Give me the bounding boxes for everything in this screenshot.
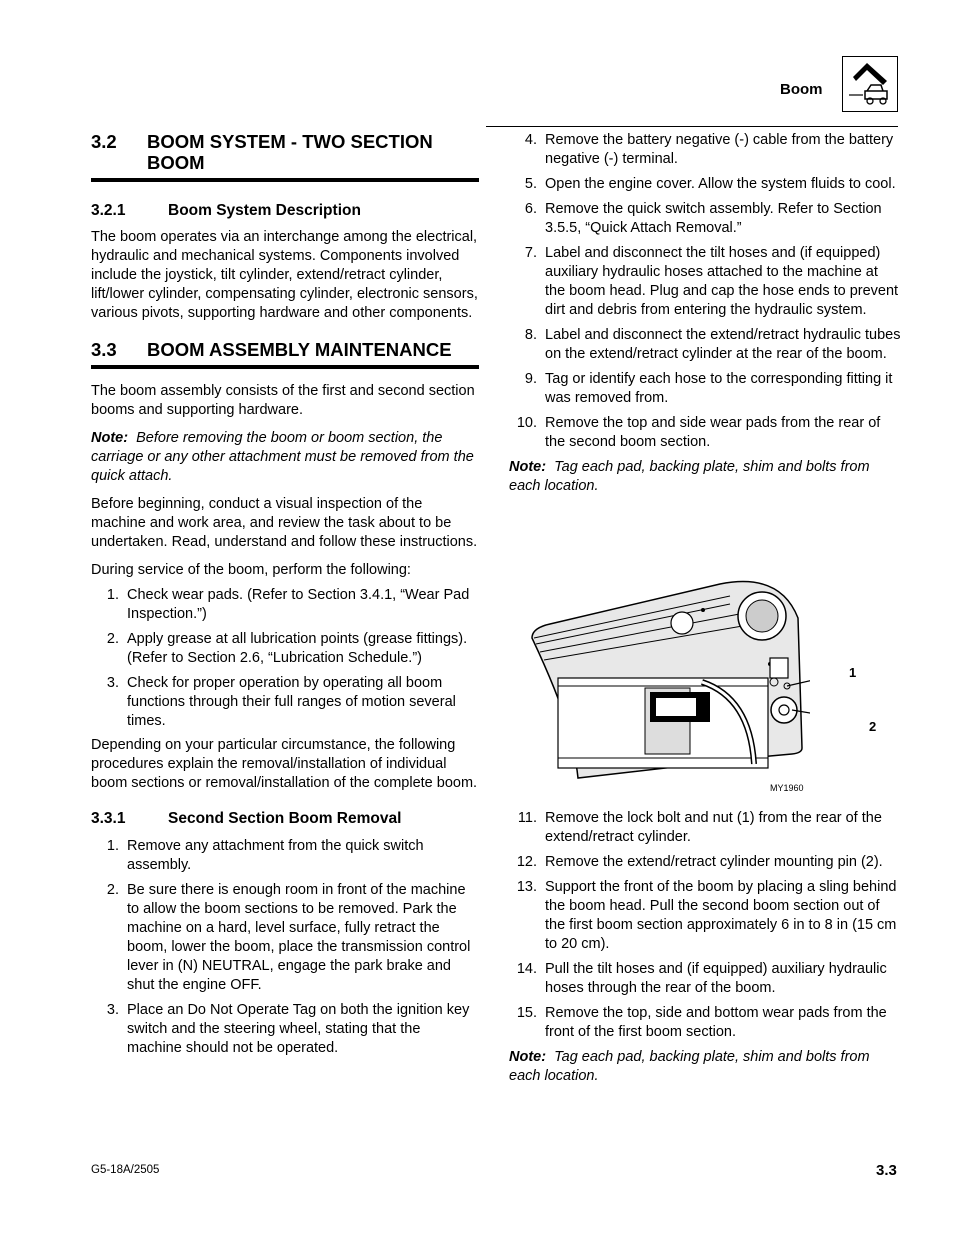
boom-description-paragraph: The boom operates via an interchange among the electrical, hydraulic and mechanical systems. Components involved include the joystick, tilt cylinder, extend/retract cylinder, lift/lower cylinder, compensating cylinder, electronic sensors, various pivots, supporting hardware and other components. bbox=[91, 229, 478, 321]
list-item-number: 15. bbox=[516, 1005, 537, 1021]
list-item-number: 7. bbox=[524, 245, 537, 261]
list-item-number: 10. bbox=[516, 415, 537, 431]
figure-callout-2: 2 bbox=[869, 719, 877, 734]
list-item-text: Remove the quick switch assembly. Refer to Section 3.5.5, “Quick Attach Removal.” bbox=[545, 201, 882, 236]
list-item bbox=[509, 878, 901, 954]
list-item-number: 13. bbox=[516, 879, 537, 895]
right-column-lower bbox=[509, 809, 901, 1086]
note-label: Note: bbox=[509, 1049, 547, 1065]
left-column bbox=[91, 131, 479, 1064]
section-title: Second Section Boom Removal bbox=[168, 810, 402, 827]
telehandler-boom-icon bbox=[842, 56, 898, 112]
list-item-text: Apply grease at all lubrication points (grease fittings). (Refer to Section 2.6, “Lubrication Schedule.”) bbox=[127, 631, 468, 666]
note-text: Tag each pad, backing plate, shim and bolts from each location. bbox=[509, 459, 870, 494]
list-item-number: 8. bbox=[524, 327, 537, 343]
section-3-3-1-heading bbox=[91, 809, 479, 828]
right-column bbox=[509, 131, 901, 496]
section-number: 3.2.1 bbox=[91, 202, 126, 219]
running-header-section: Boom bbox=[780, 81, 823, 98]
note-text: Tag each pad, backing plate, shim and bolts from each location. bbox=[509, 1049, 870, 1084]
figure-callout-1: 1 bbox=[849, 665, 857, 680]
list-item-number: 14. bbox=[516, 961, 537, 977]
list-item-number: 5. bbox=[524, 176, 537, 192]
document-code: G5-18A/2505 bbox=[91, 1164, 160, 1176]
list-item-text: Label and disconnect the extend/retract hydraulic tubes on the extend/retract cylinder at the rear of the boom. bbox=[545, 327, 901, 362]
procedures-paragraph: Depending on your particular circumstance, the following procedures explain the removal/installation of individual boom sections or removal/installation of the complete boom. bbox=[91, 737, 478, 791]
list-item-text: Check wear pads. (Refer to Section 3.4.1, “Wear Pad Inspection.”) bbox=[127, 587, 470, 622]
list-item-number: 2. bbox=[106, 882, 119, 898]
list-item-number: 12. bbox=[516, 854, 537, 870]
list-item bbox=[509, 326, 901, 364]
list-item bbox=[91, 630, 479, 668]
list-item bbox=[509, 853, 901, 872]
list-item-number: 1. bbox=[106, 838, 119, 854]
list-item bbox=[509, 960, 901, 998]
list-item-text: Remove the battery negative (-) cable from the battery negative (-) terminal. bbox=[545, 132, 894, 167]
page-number: 3.3 bbox=[876, 1162, 897, 1179]
section-3-2-heading bbox=[91, 131, 479, 173]
note-label: Note: bbox=[509, 459, 547, 475]
list-item bbox=[91, 1001, 479, 1058]
boom-rear-figure bbox=[530, 578, 810, 796]
heading-rule bbox=[91, 365, 479, 369]
note-text: Before removing the boom or boom section, the carriage or any other attachment must be removed from the quick attach. bbox=[91, 430, 474, 484]
list-item-text: Check for proper operation by operating all boom functions through their full ranges of motion several times. bbox=[127, 675, 456, 729]
header-rule bbox=[486, 126, 898, 127]
list-item bbox=[509, 809, 901, 847]
list-item-text: Remove any attachment from the quick switch assembly. bbox=[127, 838, 424, 873]
section-3-2-1-heading bbox=[91, 201, 479, 220]
section-title: BOOM ASSEMBLY MAINTENANCE bbox=[147, 339, 452, 360]
section-number: 3.3 bbox=[91, 339, 117, 360]
list-item bbox=[91, 674, 479, 731]
list-item-number: 4. bbox=[524, 132, 537, 148]
assembly-paragraph: The boom assembly consists of the first and second section booms and supporting hardware. bbox=[91, 383, 475, 418]
list-item-text: Be sure there is enough room in front of the machine to allow the boom sections to be removed. Park the machine on a hard, level surface, fully retract the boom, lower the boom, place the transmission control lever in (N) NEUTRAL, engage the park brake and shut the engine OFF. bbox=[127, 882, 471, 993]
section-title: Boom System Description bbox=[168, 202, 361, 219]
list-item-text: Label and disconnect the tilt hoses and (if equipped) auxiliary hydraulic hoses attached to the machine at the boom head. Plug and cap the hose ends to prevent dirt and debris from entering the hydraulic system. bbox=[545, 245, 899, 318]
note bbox=[91, 429, 479, 486]
list-item bbox=[509, 1004, 901, 1042]
heading-rule bbox=[91, 178, 479, 182]
section-3-3-heading bbox=[91, 339, 479, 360]
section-title: BOOM SYSTEM - TWO SECTION BOOM bbox=[147, 131, 433, 173]
list-item bbox=[509, 131, 901, 169]
list-item bbox=[509, 414, 901, 452]
list-item-text: Remove the top, side and bottom wear pads from the front of the first boom section. bbox=[545, 1005, 887, 1040]
removal-steps-list bbox=[91, 837, 479, 1058]
list-item-number: 1. bbox=[106, 587, 119, 603]
removal-steps-list bbox=[509, 131, 901, 452]
list-item-number: 9. bbox=[524, 371, 537, 387]
list-item-text: Remove the lock bolt and nut (1) from the rear of the extend/retract cylinder. bbox=[545, 810, 882, 845]
list-item bbox=[509, 244, 901, 320]
list-item-number: 3. bbox=[106, 1002, 119, 1018]
note bbox=[509, 458, 901, 496]
list-item-text: Remove the top and side wear pads from the rear of the second boom section. bbox=[545, 415, 881, 450]
service-list bbox=[91, 586, 479, 731]
list-item-text: Tag or identify each hose to the corresponding fitting it was removed from. bbox=[545, 371, 893, 406]
note bbox=[509, 1048, 901, 1086]
list-item-text: Place an Do Not Operate Tag on both the ignition key switch and the steering wheel, stating that the machine should not be operated. bbox=[127, 1002, 470, 1056]
service-intro: During service of the boom, perform the following: bbox=[91, 562, 411, 578]
list-item bbox=[509, 175, 901, 194]
list-item bbox=[91, 586, 479, 624]
list-item-number: 2. bbox=[106, 631, 119, 647]
list-item bbox=[91, 881, 479, 995]
list-item bbox=[509, 370, 901, 408]
list-item-text: Support the front of the boom by placing a sling behind the boom head. Pull the second boom section out of the first boom section approximately 6 in to 8 in (15 cm to 20 cm). bbox=[545, 879, 897, 952]
list-item-text: Remove the extend/retract cylinder mounting pin (2). bbox=[545, 854, 883, 870]
list-item-text: Open the engine cover. Allow the system fluids to cool. bbox=[545, 176, 896, 192]
list-item-number: 6. bbox=[524, 201, 537, 217]
list-item bbox=[509, 200, 901, 238]
inspection-paragraph: Before beginning, conduct a visual inspection of the machine and work area, and review the task about to be undertaken. Read, understand and follow these instructions. bbox=[91, 496, 478, 550]
figure-code: MY1960 bbox=[770, 783, 804, 793]
note-label: Note: bbox=[91, 430, 129, 446]
section-number: 3.3.1 bbox=[91, 810, 126, 827]
list-item-number: 3. bbox=[106, 675, 119, 691]
list-item-number: 11. bbox=[517, 810, 537, 826]
list-item bbox=[91, 837, 479, 875]
section-number: 3.2 bbox=[91, 131, 117, 152]
removal-steps-list bbox=[509, 809, 901, 1042]
list-item-text: Pull the tilt hoses and (if equipped) auxiliary hydraulic hoses through the rear of the boom. bbox=[545, 961, 887, 996]
